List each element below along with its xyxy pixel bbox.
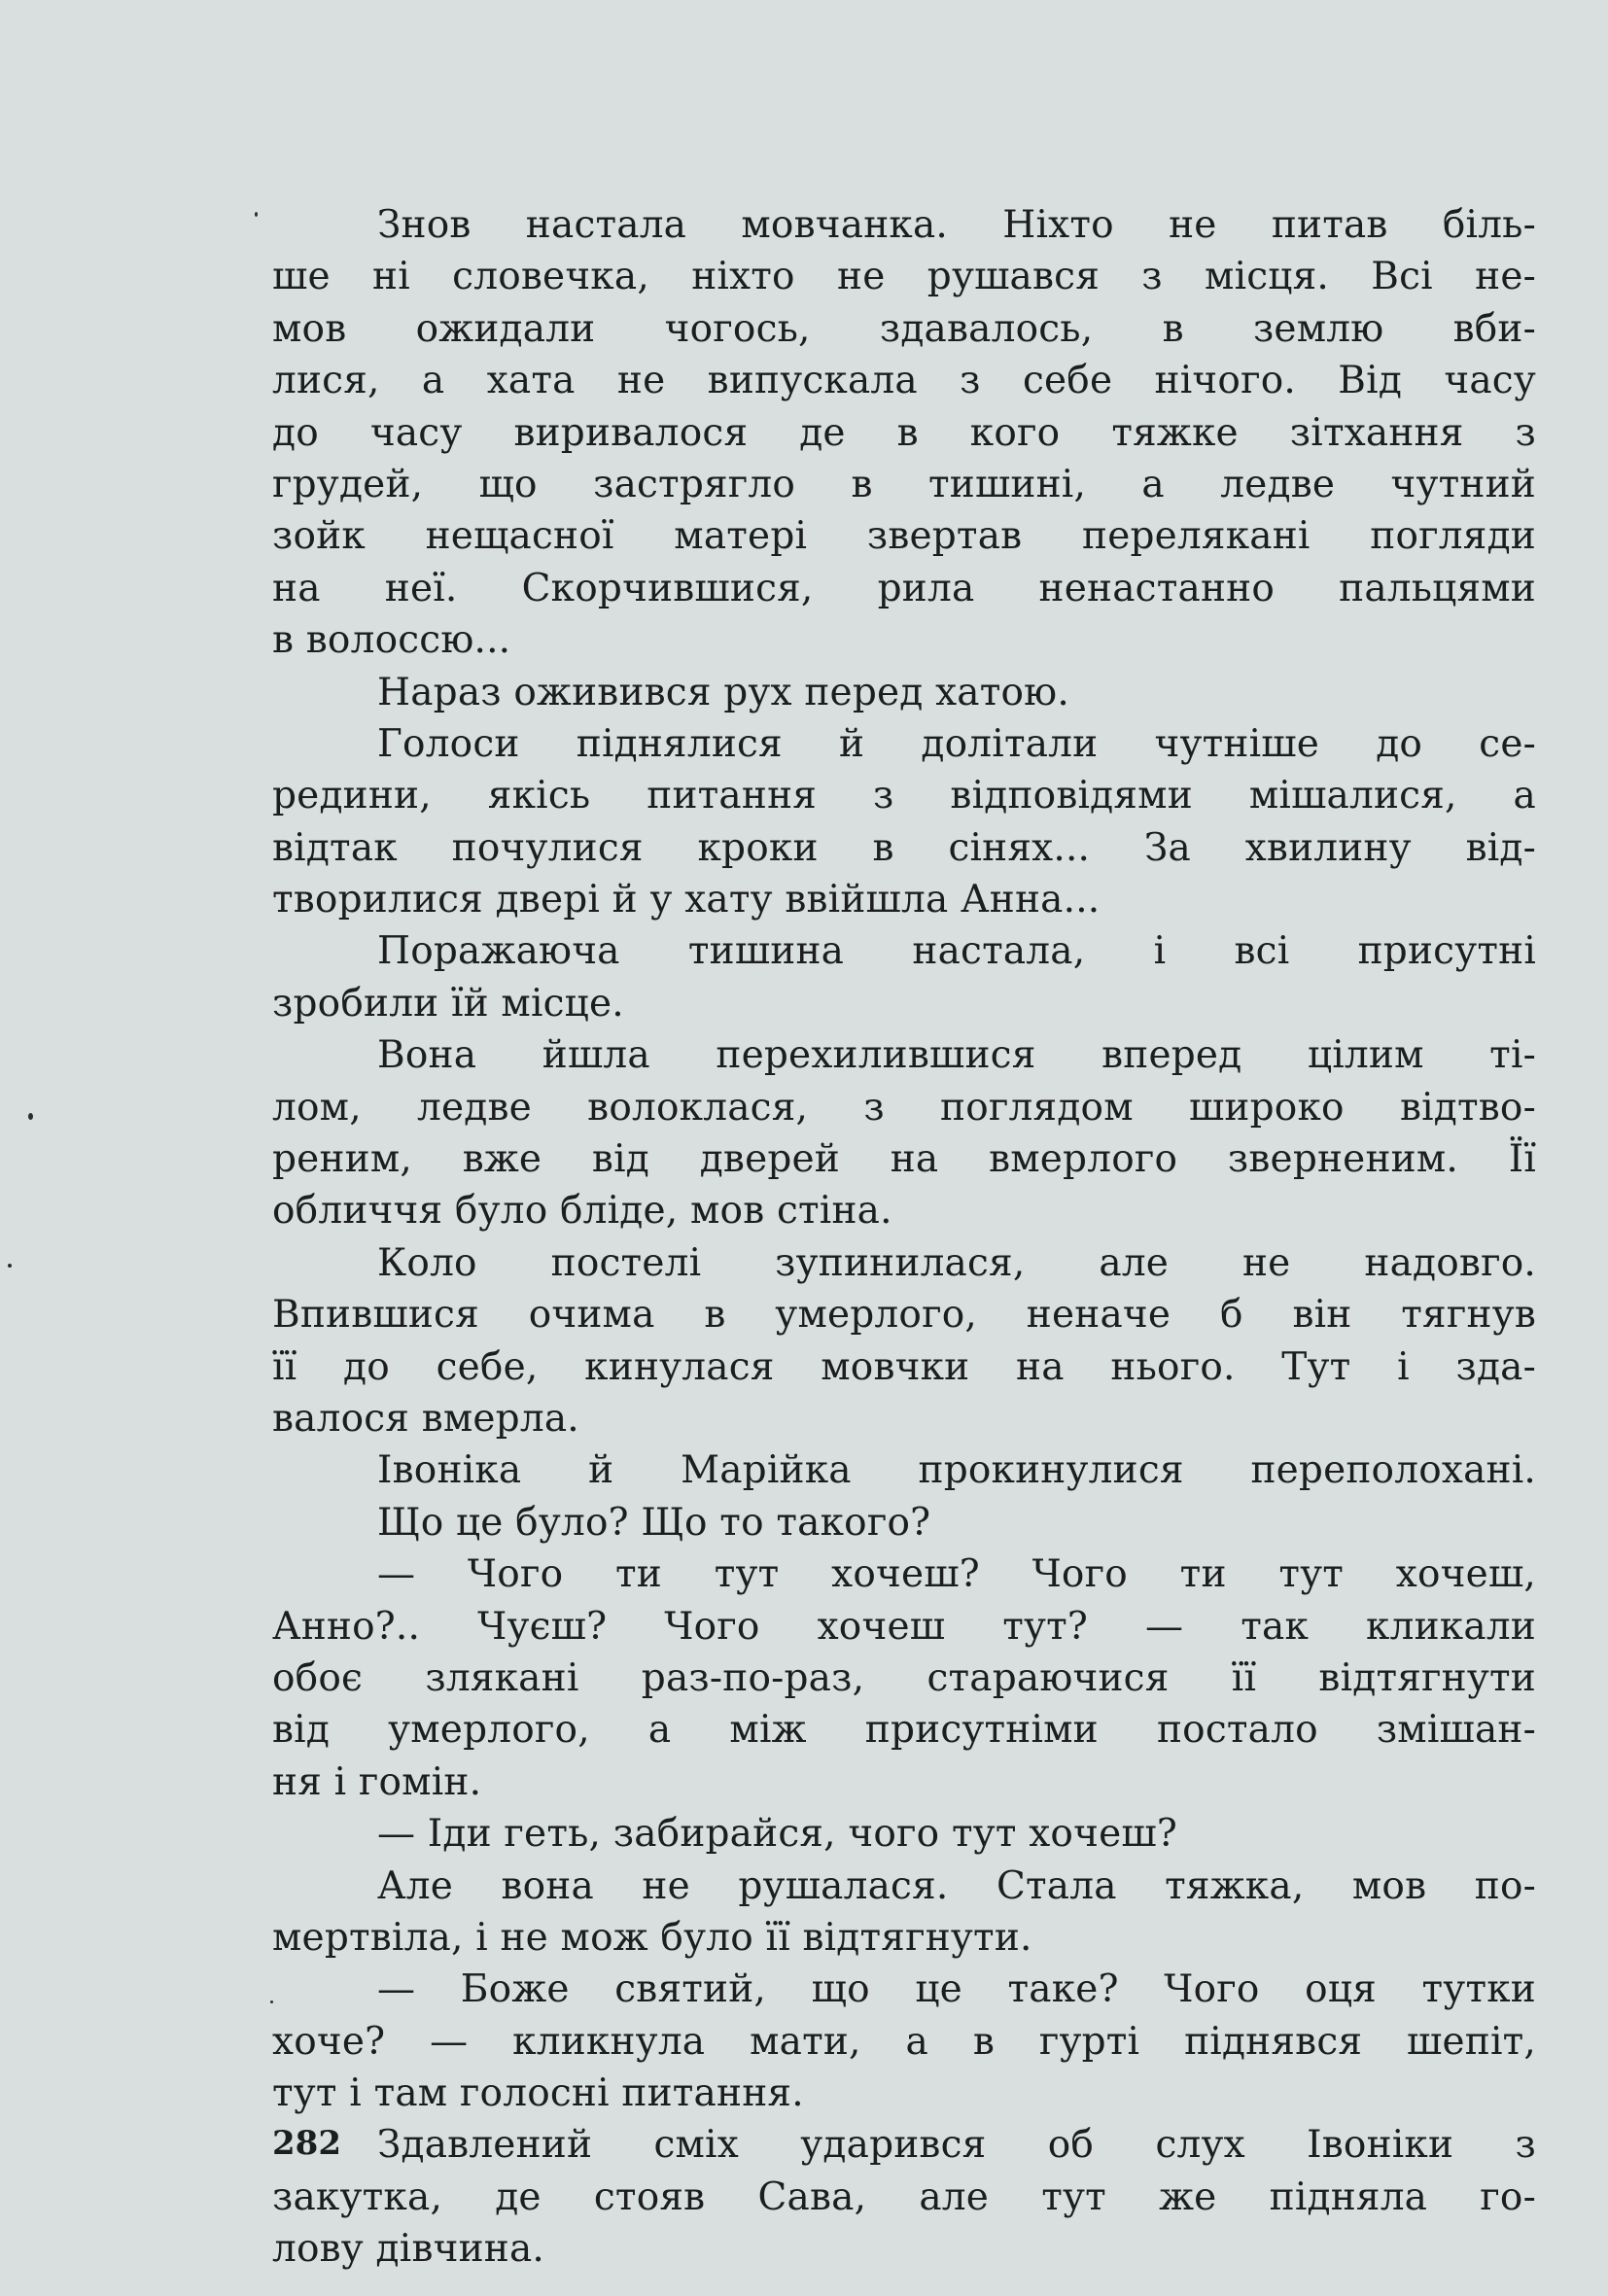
text-line: — Боже святий, що це таке? Чого оця тутки <box>377 1967 1536 2012</box>
text-line: Вона йшла перехилившися вперед цілим ті- <box>377 1033 1536 1078</box>
text-line: ше ні словечка, ніхто не рушався з місця. Всі не- <box>272 255 1536 299</box>
text-line: на неї. Скорчившися, рила ненастанно пальцями <box>272 566 1536 610</box>
text-line: Що це було? Що то такого? <box>377 1500 931 1545</box>
text-line: її до себе, кинулася мовчки на нього. Тут і зда- <box>272 1344 1536 1389</box>
text-line: мертвіла, і не мож було її відтягнути. <box>272 1915 1032 1960</box>
print-speck <box>8 1264 12 1268</box>
text-line: закутка, де стояв Сава, але тут же підняла го- <box>272 2174 1536 2219</box>
text-line: Поражаюча тишина настала, і всі присутні <box>377 929 1536 974</box>
text-line: обоє злякані раз-по-раз, стараючися її відтягнути <box>272 1655 1536 1700</box>
text-line: відтак почулися кроки в сінях... За хвилину від- <box>272 825 1536 870</box>
text-line: Але вона не рушалася. Стала тяжка, мов по- <box>377 1863 1536 1908</box>
text-line: творилися двері й у хату ввійшла Анна... <box>272 878 1101 922</box>
text-line: — Іди геть, забирайся, чого тут хочеш? <box>377 1812 1177 1857</box>
text-line: грудей, що застрягло в тишині, а ледве чутний <box>272 462 1536 506</box>
text-line: Коло постелі зупинилася, але не надовго. <box>377 1240 1536 1285</box>
text-line: — Чого ти тут хочеш? Чого ти тут хочеш, <box>377 1552 1536 1597</box>
text-line: редини, якісь питання з відповідями мішалися, а <box>272 774 1536 818</box>
text-line: Івоніка й Марійка прокинулися переполохані. <box>377 1448 1536 1493</box>
text-line: хоче? — кликнула мати, а в гурті піднявся шепіт, <box>272 2019 1536 2064</box>
text-line: Анно?.. Чуєш? Чого хочеш тут? — так кликали <box>272 1604 1536 1649</box>
text-line: ня і гомін. <box>272 1759 482 1804</box>
text-line: обличчя було бліде, мов стіна. <box>272 1189 892 1234</box>
text-line: лом, ледве волоклася, з поглядом широко відтво- <box>272 1085 1536 1130</box>
text-line: зробили їй місце. <box>272 981 624 1026</box>
text-line: реним, вже від дверей на вмерлого зверненим. Її <box>272 1137 1536 1182</box>
print-speck <box>270 2000 273 2003</box>
text-line: в волоссю... <box>272 618 511 663</box>
text-line: лову дівчина. <box>272 2227 545 2272</box>
text-line: до часу виривалося де в кого тяжке зітхання з <box>272 410 1536 455</box>
text-line: зойк нещасної матері звертав перелякані погляди <box>272 514 1536 559</box>
text-line: Знов настала мовчанка. Ніхто не питав біль- <box>377 203 1536 247</box>
text-line: тут і там голосні питання. <box>272 2071 804 2116</box>
page-number: 282 <box>272 2124 341 2163</box>
text-line: Впившися очима в умерлого, неначе б він тягнув <box>272 1293 1536 1338</box>
text-line: валося вмерла. <box>272 1396 579 1441</box>
text-line: Здавлений сміх ударився об слух Івоніки з <box>377 2123 1536 2168</box>
text-line: Голоси піднялися й долітали чутніше до се- <box>377 721 1536 766</box>
print-speck <box>28 1113 33 1120</box>
text-line: від умерлого, а між присутніми постало змішан- <box>272 1708 1536 1753</box>
body-text <box>272 199 1536 2276</box>
text-line: мов ожидали чогось, здавалось, в землю вби- <box>272 306 1536 351</box>
print-speck <box>255 212 258 217</box>
text-line: лися, а хата не випускала з себе нічого. Від часу <box>272 359 1536 403</box>
text-line: Нараз оживився рух перед хатою. <box>377 670 1069 714</box>
